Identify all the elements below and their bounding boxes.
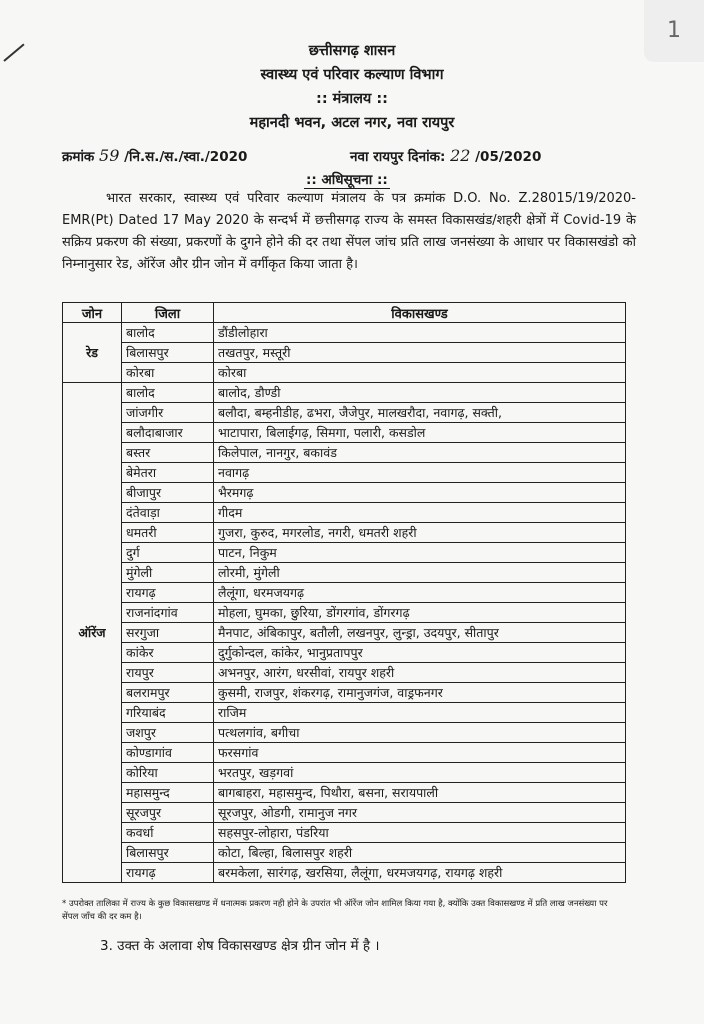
block-cell: भैरमगढ़: [214, 483, 626, 503]
district-cell: बेमेतरा: [122, 463, 214, 483]
district-cell: बिलासपुर: [122, 343, 214, 363]
header-ministry: :: मंत्रालय ::: [316, 91, 388, 107]
block-cell: लैलूंगा, धरमजयगढ़: [214, 583, 626, 603]
block-cell: तखतपुर, मस्तूरी: [214, 343, 626, 363]
district-cell: मुंगेली: [122, 563, 214, 583]
block-cell: फरसगांव: [214, 743, 626, 763]
district-cell: रायगढ़: [122, 583, 214, 603]
block-cell: गुजरा, कुरुद, मगरलोड, नगरी, धमतरी शहरी: [214, 523, 626, 543]
block-cell: अभनपुर, आरंग, धरसीवां, रायपुर शहरी: [214, 663, 626, 683]
orange-zone-label: ऑरेंज: [63, 383, 122, 883]
block-cell: पत्थलगांव, बगीचा: [214, 723, 626, 743]
district-cell: जशपुर: [122, 723, 214, 743]
table-row: [63, 743, 626, 763]
header-district: जिला: [122, 303, 214, 323]
district-cell: कोरिया: [122, 763, 214, 783]
block-cell: पाटन, निकुम: [214, 543, 626, 563]
table-row: [63, 663, 626, 683]
header-block: विकासखण्ड: [214, 303, 626, 323]
table-header-row: [63, 303, 626, 323]
block-cell: राजिम: [214, 703, 626, 723]
district-cell: रायगढ़: [122, 863, 214, 883]
district-cell: बिलासपुर: [122, 843, 214, 863]
district-cell: सरगुजा: [122, 623, 214, 643]
block-cell: सूरजपुर, ओडगी, रामानुज नगर: [214, 803, 626, 823]
table-row: [63, 443, 626, 463]
district-cell: महासमुन्द: [122, 783, 214, 803]
block-cell: मैनपाट, अंबिकापुर, बतौली, लखनपुर, लुन्ड्रा, उदयपुर, सीतापुर: [214, 623, 626, 643]
district-cell: जांजगीर: [122, 403, 214, 423]
block-cell: सहसपुर-लोहारा, पंडरिया: [214, 823, 626, 843]
district-cell: बलरामपुर: [122, 683, 214, 703]
table-row: [63, 543, 626, 563]
district-cell: कोरबा: [122, 363, 214, 383]
header-government: छत्तीसगढ़ शासन: [308, 43, 396, 59]
red-zone-label: रेड: [63, 323, 122, 383]
table-row: [63, 703, 626, 723]
table-row: [63, 463, 626, 483]
district-cell: बीजापुर: [122, 483, 214, 503]
block-cell: बलौदा, बम्हनीडीह, ढभरा, जैजेपुर, मालखरौदा, नवागढ़, सक्ती,: [214, 403, 626, 423]
district-cell: बस्तर: [122, 443, 214, 463]
block-cell: बरमकेला, सारंगढ़, खरसिया, लैलूंगा, धरमजयगढ़, रायगढ़ शहरी: [214, 863, 626, 883]
table-row: [63, 523, 626, 543]
page-number-badge: 1: [644, 0, 704, 62]
table-row: [63, 323, 626, 343]
table-row: [63, 823, 626, 843]
block-cell: बागबाहरा, महासमुन्द, पिथौरा, बसना, सरायपाली: [214, 783, 626, 803]
district-cell: कोण्डागांव: [122, 743, 214, 763]
district-cell: बालोद: [122, 383, 214, 403]
header-address: महानदी भवन, अटल नगर, नवा रायपुर: [249, 115, 455, 131]
block-cell: कोरबा: [214, 363, 626, 383]
table-row: [63, 863, 626, 883]
table-row: [63, 843, 626, 863]
orange-zone-group: [63, 383, 626, 883]
block-cell: कुसमी, राजपुर, शंकरगढ़, रामानुजगंज, वाड्रफनगर: [214, 683, 626, 703]
block-cell: भरतपुर, खड़गवां: [214, 763, 626, 783]
handwritten-date: 22: [450, 146, 471, 165]
table-row: [63, 803, 626, 823]
table-row: [63, 383, 626, 403]
block-cell: दुर्गुकोन्दल, कांकेर, भानुप्रतापपुर: [214, 643, 626, 663]
block-cell: भाटापारा, बिलाईगढ़, सिमगा, पलारी, कसडोल: [214, 423, 626, 443]
table-row: [63, 723, 626, 743]
table-row: [63, 643, 626, 663]
table-row: [63, 683, 626, 703]
district-cell: सूरजपुर: [122, 803, 214, 823]
body-paragraph: भारत सरकार, स्वास्थ्य एवं परिवार कल्याण मंत्रालय के पत्र क्रमांक D.O. No. Z.28015/19/2020-EMR(Pt) Dated 17 May 2020 के सन्दर्भ में छत्तीसगढ़ राज्य के समस्त विकासखंड/शहरी क्षेत्रों में Covid-19 के सक्रिय प्रकरण की संख्या, प्रकरणों के दुगने होने की दर तथा सेंपल जांच प्रति लाख जनसंख्या के आधार पर विकासखंडो को निम्नानुसार रेड, ऑरेंज और ग्रीन जोन में वर्गीकृत किया जाता है।: [62, 191, 636, 272]
table-row: [63, 783, 626, 803]
district-cell: दंतेवाड़ा: [122, 503, 214, 523]
footnote: * उपरोक्त तालिका में राज्य के कुछ विकासखण्ड में धनात्मक प्रकरण नही होने के उपरांत भी ऑरेंज जोन शामिल किया गया है, क्योंकि उक्त विकासखण्ड में प्रति लाख जनसंख्या पर सेंपल जाँच की दर कम है।: [62, 899, 608, 922]
block-cell: कोटा, बिल्हा, बिलासपुर शहरी: [214, 843, 626, 863]
table-row: [63, 763, 626, 783]
closing-statement: 3. उक्त के अलावा शेष विकासखण्ड क्षेत्र ग्रीन जोन में है ।: [100, 938, 380, 954]
district-cell: बलौदाबाजार: [122, 423, 214, 443]
district-cell: रायपुर: [122, 663, 214, 683]
red-zone-group: [63, 323, 626, 383]
header-department: स्वास्थ्य एवं परिवार कल्याण विभाग: [260, 67, 444, 83]
handwritten-number: 59: [99, 146, 120, 165]
block-cell: बालोद, डौण्डी: [214, 383, 626, 403]
district-cell: धमतरी: [122, 523, 214, 543]
block-cell: किलेपाल, नानगुर, बकावंड: [214, 443, 626, 463]
block-cell: नवागढ़: [214, 463, 626, 483]
district-cell: गरियाबंद: [122, 703, 214, 723]
table-row: [63, 623, 626, 643]
table-row: [63, 563, 626, 583]
reference-number: क्रमांक 59 /नि.स./स./स्वा./2020: [62, 146, 248, 165]
notification-title: :: अधिसूचना ::: [306, 172, 388, 188]
table-row: [63, 423, 626, 443]
block-cell: गीदम: [214, 503, 626, 523]
table-row: [63, 503, 626, 523]
block-cell: मोहला, घुमका, छुरिया, डोंगरगांव, डोंगरगढ़: [214, 603, 626, 623]
table-row: [63, 343, 626, 363]
district-cell: कांकेर: [122, 643, 214, 663]
reference-date: नवा रायपुर दिनांक: 22 /05/2020: [350, 146, 542, 165]
district-cell: बालोद: [122, 323, 214, 343]
block-cell: लोरमी, मुंगेली: [214, 563, 626, 583]
table-row: [63, 583, 626, 603]
table-row: [63, 403, 626, 423]
zone-table: [62, 302, 626, 883]
district-cell: कवर्धा: [122, 823, 214, 843]
table-row: [63, 363, 626, 383]
table-row: [63, 603, 626, 623]
block-cell: डौंडीलोहारा: [214, 323, 626, 343]
district-cell: दुर्ग: [122, 543, 214, 563]
header-zone: जोन: [63, 303, 122, 323]
district-cell: राजनांदगांव: [122, 603, 214, 623]
table-row: [63, 483, 626, 503]
